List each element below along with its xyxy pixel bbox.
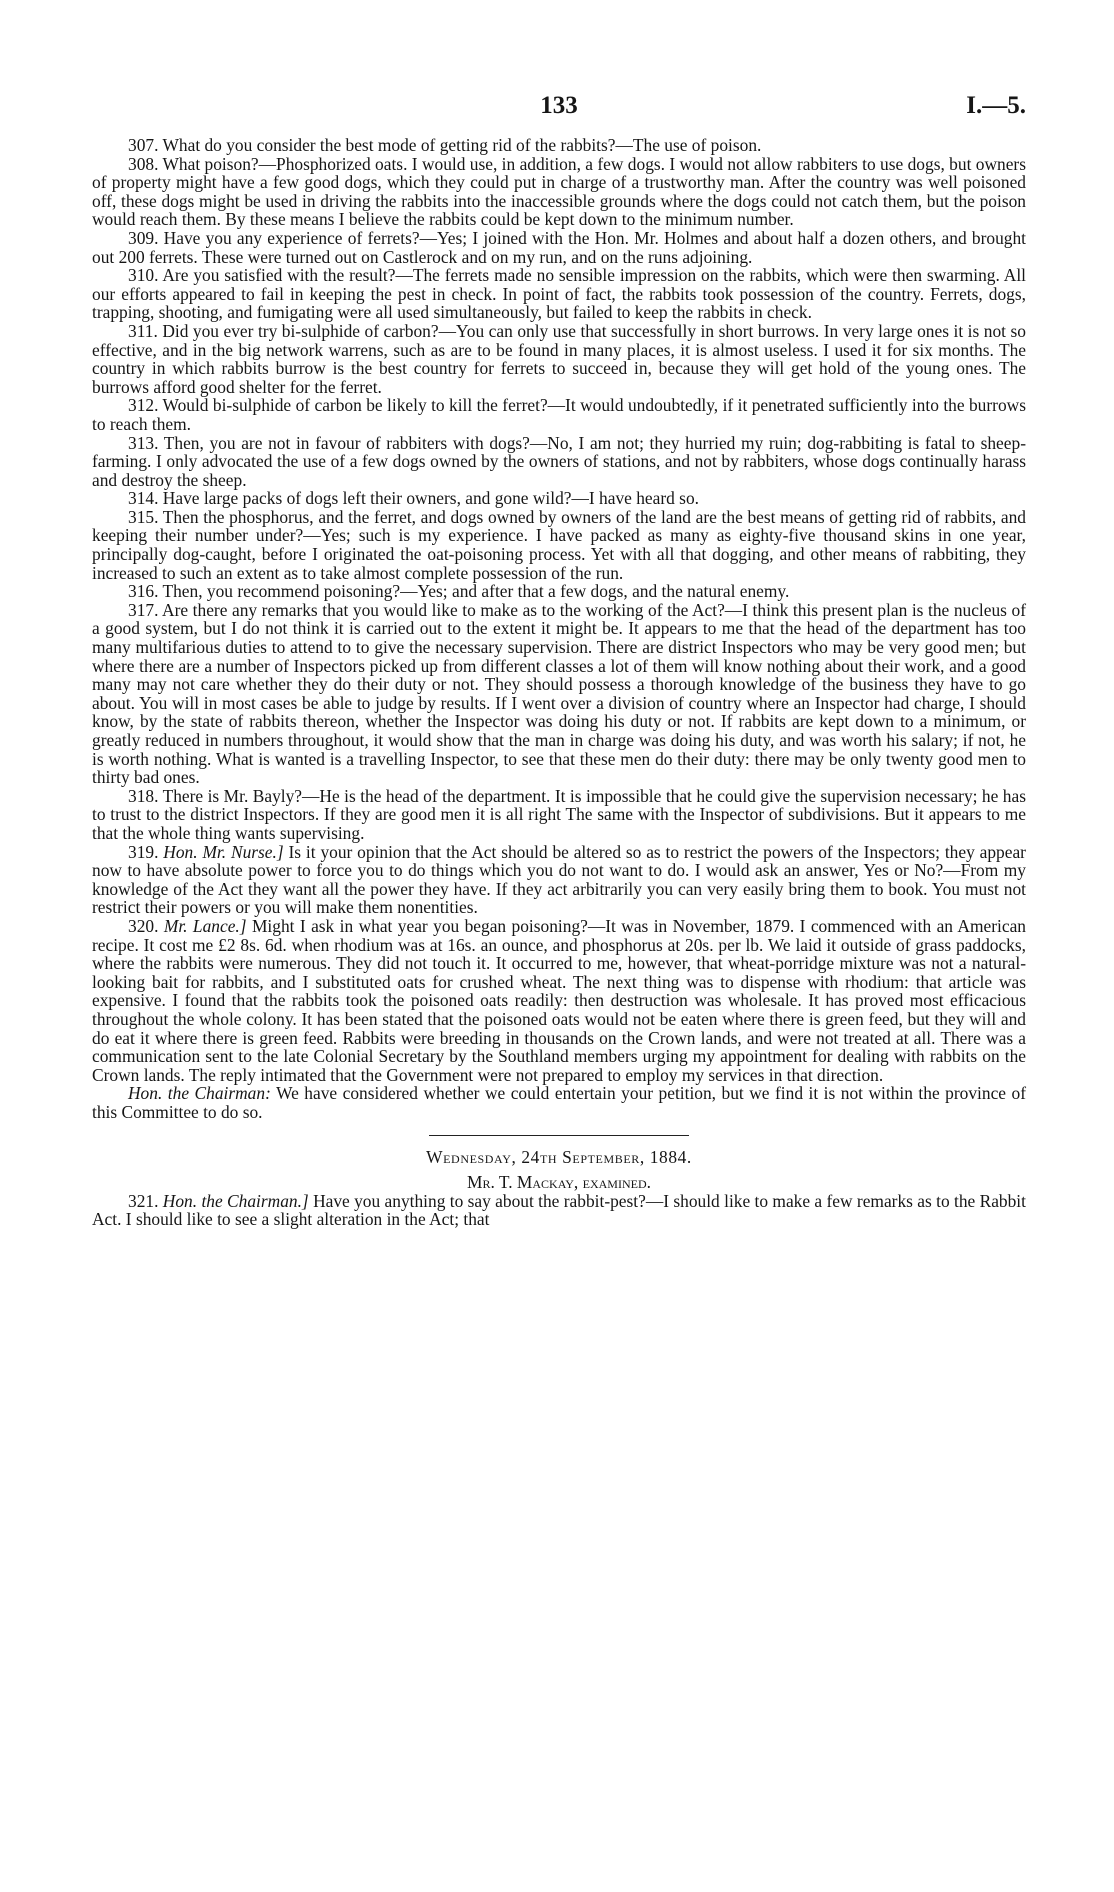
speaker-name: Hon. the Chairman: <box>128 1083 271 1104</box>
question-number: 311. <box>128 320 158 341</box>
question-number: 320. <box>128 915 159 936</box>
question-number: 316. <box>128 581 159 602</box>
paragraph-text: Have you any experience of ferrets?—Yes; I joined with the Hon. Mr. Holmes and about half a dozen others, and brought out 200 ferrets. These were turned out on Castlerock and on my run, and on the runs adjoining. <box>92 227 1026 267</box>
paragraph-307 <box>92 136 1026 155</box>
paragraph-312 <box>92 396 1026 433</box>
paragraph-text: What poison?—Phosphorized oats. I would use, in addition, a few dogs. I would not allow rabbiters to use dogs, but owners of property might have a few good dogs, which they could put in charge of a trustworthy man. After the country was well poisoned off, these dogs might be used in driving the rabbits into the inaccessible grounds where the dogs could not catch them, but the poison would reach them. By these means I believe the rabbits could be kept down to the minimum number. <box>92 153 1026 230</box>
paragraph-314 <box>92 489 1026 508</box>
paragraph-311 <box>92 322 1026 396</box>
question-number: 317. <box>128 599 159 620</box>
paragraph-text: Is it your opinion that the Act should be altered so as to restrict the powers of the Inspectors; they appear now to have absolute power to force you to do things which you do not want to do. I would ask an answer, Yes or No?—From my knowledge of the Act they want all the power they have. If they act arbitrarily you can very easily bring them to book. You must not restrict their powers or you will make them nonentities. <box>92 841 1026 918</box>
paragraph-text: Might I ask in what year you began poisoning?—It was in November, 1879. I commenced with an American recipe. It cost me £2 8s. 6d. when rhodium was at 16s. an ounce, and phosphorus at 20s. per lb. We laid it outside of grass paddocks, where the rabbits were numerous. They did not touch it. It occurred to me, however, that wheat-porridge mixture was not a natural-looking bait for rabbits, and I substituted oats for crushed wheat. The next thing was to dispense with rhodium: that article was expensive. I found that the rabbits took the poisoned oats readily: then destruction was wholesale. It has proved most efficacious throughout the whole colony. It has been stated that the poisoned oats would not be eaten where there is green feed, but they will and do eat it where there is green feed. Rabbits were breeding in thousands on the Crown lands, and were not treated at all. There was a communication sent to the late Colonial Secretary by the Southland members urging my appointment for dealing with rabbits on the Crown lands. The reply intimated that the Government were not prepared to employ my services in that direction. <box>92 915 1026 1085</box>
page-number: 133 <box>540 92 578 119</box>
paragraph-320 <box>92 917 1026 1084</box>
paragraph-315 <box>92 508 1026 582</box>
paragraph-text: Then the phosphorus, and the ferret, and dogs owned by owners of the land are the best means of getting rid of rabbits, and keeping their number under?—Yes; such is my experience. I have packed as many as eighty-five thousand skins in one year, principally dog-caught, before I originated the oat-poisoning process. Yet with all that dogging, and other means of rabbiting, they increased to such an extent as to take almost complete possession of the run. <box>92 506 1026 583</box>
question-number: 314. <box>128 488 159 509</box>
session-date: Wednesday, 24th September, 1884. <box>426 1147 692 1168</box>
question-number: 308. <box>128 153 159 174</box>
question-number: 313. <box>128 432 159 453</box>
running-head <box>92 92 1026 136</box>
paragraph-319 <box>92 843 1026 917</box>
paragraph-321 <box>92 1192 1026 1229</box>
question-number: 312. <box>128 395 159 416</box>
paragraph-317 <box>92 601 1026 787</box>
paragraph-text: Then, you recommend poisoning?—Yes; and after that a few dogs, and the natural enemy. <box>162 581 790 602</box>
question-number: 307. <box>128 135 159 155</box>
speaker-name: Mr. Lance.] <box>163 915 247 936</box>
question-number: 319. <box>128 841 159 862</box>
paragraph-310 <box>92 266 1026 322</box>
paragraph-316 <box>92 582 1026 601</box>
paragraph-318 <box>92 787 1026 843</box>
speaker-name: Hon. Mr. Nurse.] <box>163 841 284 862</box>
question-number: 318. <box>128 785 159 806</box>
question-number: 321. <box>128 1190 159 1211</box>
evidence-text <box>92 136 1026 1229</box>
witness-heading: Mr. T. Mackay, examined. <box>467 1172 651 1193</box>
question-number: 310. <box>128 265 159 286</box>
paragraph-text: Are you satisfied with the result?—The ferrets made no sensible impression on the rabbits, which were then swarming. All our efforts appeared to fail in keeping the pest in check. In point of fact, the rabbits took possession of the country. Ferrets, dogs, trapping, shooting, and fumigating were all used simultaneously, but failed to keep the rabbits in check. <box>92 265 1026 323</box>
paragraph-313 <box>92 434 1026 490</box>
section-divider <box>429 1135 689 1136</box>
paragraph-text: Have large packs of dogs left their owners, and gone wild?—I have heard so. <box>162 488 699 509</box>
speaker-name: Hon. the Chairman.] <box>162 1190 309 1211</box>
paragraph-text: What do you consider the best mode of getting rid of the rabbits?—The use of poison. <box>162 135 762 155</box>
question-number: 315. <box>128 506 159 527</box>
document-reference: I.—5. <box>966 92 1026 119</box>
paragraph-text: Would bi-sulphide of carbon be likely to kill the ferret?—It would undoubtedly, if it penetrated sufficiently into the burrows to reach them. <box>92 395 1026 434</box>
paragraph-text: Then, you are not in favour of rabbiters with dogs?—No, I am not; they hurried my ruin; dog-rabbiting is fatal to sheep-farming. I only advocated the use of a few dogs owned by the owners of stations, and not by rabbiters, whose dogs continually harass and destroy the sheep. <box>92 432 1026 490</box>
question-number: 309. <box>128 227 159 248</box>
paragraph-text: Are there any remarks that you would like to make as to the working of the Act?—I think this present plan is the nucleus of a good system, but I do not think it is carried out to the extent it might be. It appears to me that the head of the department has too many multifarious duties to attend to to give the necessary supervision. There are district Inspectors who may be very good men; but where there are a number of Inspectors picked up from different classes a lot of them will know nothing about their work, and a good many may not care whether they do their duty or not. They should possess a thorough knowledge of the business they have to go about. You will in most cases be able to judge by results. If I went over a division of country where an Inspector had charge, I should know, by the state of rabbits thereon, whether the Inspector was doing his duty or not. If rabbits are kept down to a minimum, or greatly reduced in numbers throughout, it would show that the man in charge was doing his duty, and was worth his salary; if not, he is worth nothing. What is wanted is a travelling Inspector, to see that these men do their duty: there may be only twenty good men to thirty bad ones. <box>92 599 1026 788</box>
paragraph-text: Have you anything to say about the rabbit-pest?—I should like to make a few remarks as to the Rabbit Act. I should like to see a slight alteration in the Act; that <box>92 1190 1026 1230</box>
paragraph-text: There is Mr. Bayly?—He is the head of the department. It is impossible that he could give the supervision necessary; he has to trust to the district Inspectors. If they are good men it is all right The same with the Inspector of subdivisions. But it appears to me that the whole thing wants supervising. <box>92 785 1026 843</box>
chairman-statement <box>92 1084 1026 1121</box>
paragraph-text: We have considered whether we could entertain your petition, but we find it is not within the province of this Committee to do so. <box>92 1083 1026 1122</box>
paragraph-308 <box>92 155 1026 229</box>
paragraph-text: Did you ever try bi-sulphide of carbon?—You can only use that successfully in short burrows. In very large ones it is not so effective, and in the big network warrens, such as are to be found in many places, it is almost useless. I used it for six months. The country in which rabbits burrow is the best country for ferrets to succeed in, because they will get hold of the young ones. The burrows afford good shelter for the ferret. <box>92 320 1026 397</box>
paragraph-309 <box>92 229 1026 266</box>
